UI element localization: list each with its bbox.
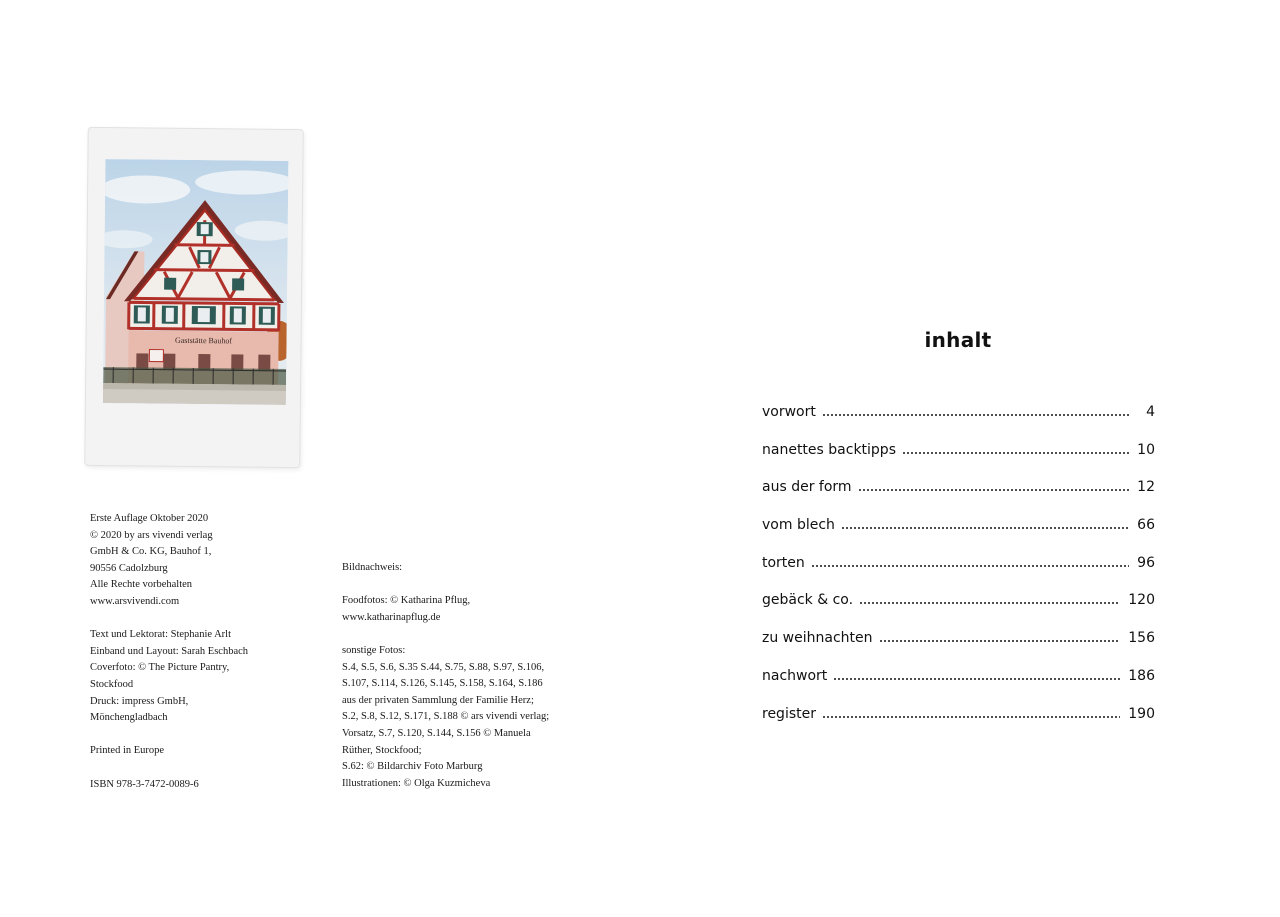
imprint-line: Printed in Europe xyxy=(90,745,165,757)
toc-entry-label: torten xyxy=(762,554,805,571)
toc-entry-page: 156 xyxy=(1128,630,1155,647)
toc-entry-label: register xyxy=(762,705,816,722)
toc-entry-page: 66 xyxy=(1137,517,1155,534)
toc-entry-page: 96 xyxy=(1137,554,1155,571)
credits-line: sonstige Fotos: xyxy=(342,644,406,656)
credits-line: www.katharinapflug.de xyxy=(342,611,441,623)
toc-entry-page: 12 xyxy=(1137,479,1155,496)
dot-leader xyxy=(841,527,1129,529)
toc-title: inhalt xyxy=(924,328,992,352)
credits-line: S.4, S.5, S.6, S.35 S.44, S.75, S.88, S.97, S.106, xyxy=(342,661,545,673)
toc-entry-page: 10 xyxy=(1137,441,1155,458)
credits-line: Foodfotos: © Katharina Pflug, xyxy=(342,595,471,607)
picture-credits-block xyxy=(342,560,582,792)
imprint-line: Alle Rechte vorbehalten xyxy=(90,579,193,591)
imprint-line: Druck: impress GmbH, xyxy=(90,695,189,707)
imprint-line: Stockfood xyxy=(90,678,134,690)
imprint-line: Coverfoto: © The Picture Pantry, xyxy=(90,662,230,674)
credits-line: Vorsatz, S.7, S.120, S.144, S.156 © Manuela xyxy=(342,727,531,739)
credits-line: aus der privaten Sammlung der Familie Herz; xyxy=(342,694,534,706)
toc-entry[interactable] xyxy=(762,404,1155,442)
imprint-line: Erste Auflage Oktober 2020 xyxy=(90,513,209,524)
toc-entry-page: 190 xyxy=(1128,705,1155,722)
house-sign-text: Gaststätte Bauhof xyxy=(174,335,233,346)
credits-line: S.62: © Bildarchiv Foto Marburg xyxy=(342,761,483,773)
imprint-line: 90556 Cadolzburg xyxy=(90,562,168,574)
toc-entry[interactable] xyxy=(762,555,1155,593)
toc-entry[interactable] xyxy=(762,479,1155,517)
imprint-website: www.arsvivendi.com xyxy=(90,595,180,607)
dot-leader xyxy=(902,452,1129,454)
toc-entry-label: aus der form xyxy=(762,479,852,496)
toc-entry-label: gebäck & co. xyxy=(762,592,854,609)
toc-entry[interactable] xyxy=(762,517,1155,555)
dot-leader xyxy=(859,602,1120,604)
polaroid-photo xyxy=(85,128,303,467)
toc-entry-page: 186 xyxy=(1128,667,1155,684)
credits-line: S.2, S.8, S.12, S.171, S.188 © ars vivendi verlag; xyxy=(342,711,550,723)
imprint-isbn: ISBN 978-3-7472-0089-6 xyxy=(90,778,199,790)
toc-entry[interactable] xyxy=(762,592,1155,630)
toc-entry-page: 4 xyxy=(1146,404,1155,420)
credits-line: S.107, S.114, S.126, S.145, S.158, S.164, S.186 xyxy=(342,678,543,690)
imprint-block xyxy=(90,511,310,793)
toc-entry-label: nanettes backtipps xyxy=(762,441,896,458)
credits-line: Rüther, Stockfood; xyxy=(342,744,422,756)
toc-entry-page: 120 xyxy=(1128,592,1155,609)
toc-entry[interactable] xyxy=(762,668,1155,706)
dot-leader xyxy=(822,414,1129,416)
toc-entry-label: nachwort xyxy=(762,667,828,684)
dot-leader xyxy=(858,489,1129,491)
toc-entry-label: vom blech xyxy=(762,517,835,534)
imprint-line: Einband und Layout: Sarah Eschbach xyxy=(90,645,249,657)
imprint-line: © 2020 by ars vivendi verlag xyxy=(90,529,213,541)
toc-entry-label: vorwort xyxy=(762,404,816,420)
dot-leader xyxy=(811,565,1129,567)
imprint-line: Mönchengladbach xyxy=(90,712,168,724)
dot-leader xyxy=(879,640,1121,642)
imprint-line: Text und Lektorat: Stephanie Arlt xyxy=(90,629,231,641)
credits-heading: Bildnachweis: xyxy=(342,562,403,573)
dot-leader xyxy=(822,716,1120,718)
credits-line: Illustrationen: © Olga Kuzmicheva xyxy=(342,777,491,789)
house-photo xyxy=(103,159,289,405)
table-of-contents xyxy=(762,404,1155,743)
toc-entry[interactable] xyxy=(762,630,1155,668)
toc-entry-label: zu weihnachten xyxy=(762,630,873,647)
imprint-line: GmbH & Co. KG, Bauhof 1, xyxy=(90,546,212,558)
dot-leader xyxy=(833,678,1120,680)
toc-entry[interactable] xyxy=(762,706,1155,744)
toc-entry[interactable] xyxy=(762,442,1155,480)
